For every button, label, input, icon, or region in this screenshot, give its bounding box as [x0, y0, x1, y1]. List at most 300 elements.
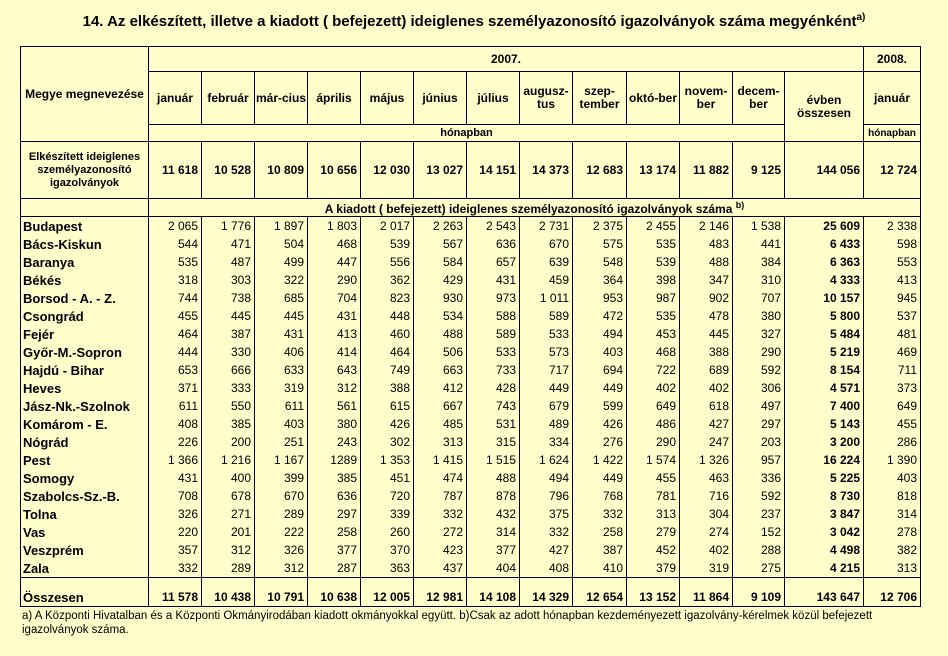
- value-cell: 818: [864, 487, 921, 505]
- value-cell: 592: [733, 487, 785, 505]
- value-cell: 431: [255, 325, 308, 343]
- value-cell: 431: [467, 271, 520, 289]
- value-cell: 534: [414, 307, 467, 325]
- per-month-header: hónapban: [149, 125, 785, 142]
- value-cell: 200: [202, 433, 255, 451]
- month-header: április: [308, 72, 361, 125]
- value-cell: 487: [202, 253, 255, 271]
- total-label: Összesen: [21, 578, 149, 607]
- prepared-value: 13 027: [414, 142, 467, 199]
- value-cell: 312: [202, 541, 255, 559]
- value-cell: 289: [202, 559, 255, 578]
- annual-total-header: évben összesen: [785, 72, 864, 142]
- value-cell: 426: [361, 415, 414, 433]
- county-name: Borsod - A. - Z.: [21, 289, 149, 307]
- county-name: Budapest: [21, 217, 149, 236]
- county-header: Megye megnevezése: [21, 47, 149, 142]
- value-cell: 384: [733, 253, 785, 271]
- prepared-value: 144 056: [785, 142, 864, 199]
- county-name: Nógrád: [21, 433, 149, 451]
- value-cell: 463: [680, 469, 733, 487]
- value-cell: 357: [149, 541, 202, 559]
- value-cell: 711: [864, 361, 921, 379]
- value-cell: 362: [361, 271, 414, 289]
- value-cell: 297: [733, 415, 785, 433]
- value-cell: 666: [202, 361, 255, 379]
- value-cell: 427: [520, 541, 573, 559]
- value-cell: 2 338: [864, 217, 921, 236]
- value-cell: 334: [520, 433, 573, 451]
- value-cell: 468: [308, 235, 361, 253]
- value-cell: 402: [680, 541, 733, 559]
- value-cell: 370: [361, 541, 414, 559]
- value-cell: 643: [308, 361, 361, 379]
- table-row: [21, 559, 921, 578]
- value-cell: 663: [414, 361, 467, 379]
- month-header: októ-ber: [627, 72, 680, 125]
- value-cell: 2 263: [414, 217, 467, 236]
- value-cell: 428: [467, 379, 520, 397]
- value-cell: 1289: [308, 451, 361, 469]
- county-name: Heves: [21, 379, 149, 397]
- value-cell: 313: [627, 505, 680, 523]
- table-row: [21, 433, 921, 451]
- value-cell: 455: [627, 469, 680, 487]
- value-cell: 987: [627, 289, 680, 307]
- value-cell: 679: [520, 397, 573, 415]
- value-cell: 744: [149, 289, 202, 307]
- value-cell: 589: [520, 307, 573, 325]
- value-cell: 707: [733, 289, 785, 307]
- value-cell: 326: [149, 505, 202, 523]
- month-header: június: [414, 72, 467, 125]
- value-cell: 670: [255, 487, 308, 505]
- value-cell: 373: [864, 379, 921, 397]
- value-cell: 447: [308, 253, 361, 271]
- value-cell: 930: [414, 289, 467, 307]
- value-cell: 289: [255, 505, 308, 523]
- value-cell: 689: [680, 361, 733, 379]
- value-cell: 704: [308, 289, 361, 307]
- county-name: Békés: [21, 271, 149, 289]
- table-row: [21, 325, 921, 343]
- value-cell: 312: [255, 559, 308, 578]
- value-cell: 531: [467, 415, 520, 433]
- table-title: 14. Az elkészített, illetve a kiadott ( befejezett) ideiglenes személyazonosító igazolványok száma megyénként$^{a)}$: [82, 12, 866, 30]
- value-cell: 636: [467, 235, 520, 253]
- value-cell: 413: [864, 271, 921, 289]
- table-row: [21, 343, 921, 361]
- value-cell: 387: [202, 325, 255, 343]
- county-name: Baranya: [21, 253, 149, 271]
- value-cell: 459: [520, 271, 573, 289]
- value-cell: 312: [308, 379, 361, 397]
- value-cell: 237: [733, 505, 785, 523]
- value-cell: 432: [467, 505, 520, 523]
- county-name: Veszprém: [21, 541, 149, 559]
- value-cell: 380: [733, 307, 785, 325]
- prepared-value: 14 151: [467, 142, 520, 199]
- value-cell: 403: [573, 343, 627, 361]
- value-cell: 1 366: [149, 451, 202, 469]
- value-cell: 290: [733, 343, 785, 361]
- value-cell: 533: [467, 343, 520, 361]
- value-cell: 332: [149, 559, 202, 578]
- value-cell: 633: [255, 361, 308, 379]
- annual-total-cell: 10 157: [785, 289, 864, 307]
- value-cell: 823: [361, 289, 414, 307]
- value-cell: 1 390: [864, 451, 921, 469]
- value-cell: 451: [361, 469, 414, 487]
- annual-total-cell: 4 498: [785, 541, 864, 559]
- value-cell: 388: [680, 343, 733, 361]
- value-cell: 474: [414, 469, 467, 487]
- total-cell: 10 638: [308, 578, 361, 607]
- jan-2008-header: január: [864, 72, 921, 125]
- prepared-value: 14 373: [520, 142, 573, 199]
- value-cell: 781: [627, 487, 680, 505]
- value-cell: 497: [733, 397, 785, 415]
- value-cell: 657: [467, 253, 520, 271]
- annual-total-cell: 3 200: [785, 433, 864, 451]
- value-cell: 455: [864, 415, 921, 433]
- month-header: január: [149, 72, 202, 125]
- annual-total-cell: 5 484: [785, 325, 864, 343]
- value-cell: 279: [627, 523, 680, 541]
- value-cell: 313: [414, 433, 467, 451]
- value-cell: 347: [680, 271, 733, 289]
- value-cell: 251: [255, 433, 308, 451]
- value-cell: 339: [361, 505, 414, 523]
- total-cell: 12 981: [414, 578, 467, 607]
- value-cell: 445: [255, 307, 308, 325]
- value-cell: 506: [414, 343, 467, 361]
- value-cell: 957: [733, 451, 785, 469]
- table-row: [21, 307, 921, 325]
- value-cell: 471: [202, 235, 255, 253]
- value-cell: 313: [864, 559, 921, 578]
- value-cell: 478: [680, 307, 733, 325]
- county-name: Tolna: [21, 505, 149, 523]
- value-cell: 287: [308, 559, 361, 578]
- value-cell: 599: [573, 397, 627, 415]
- value-cell: 377: [308, 541, 361, 559]
- prepared-value: 10 656: [308, 142, 361, 199]
- value-cell: 553: [864, 253, 921, 271]
- month-header: május: [361, 72, 414, 125]
- value-cell: 548: [573, 253, 627, 271]
- value-cell: 427: [680, 415, 733, 433]
- value-cell: 544: [149, 235, 202, 253]
- table-row: [21, 541, 921, 559]
- county-name: Győr-M.-Sopron: [21, 343, 149, 361]
- value-cell: 636: [308, 487, 361, 505]
- table-row: [21, 523, 921, 541]
- value-cell: 1 624: [520, 451, 573, 469]
- table-row: [21, 361, 921, 379]
- value-cell: 611: [149, 397, 202, 415]
- value-cell: 1 415: [414, 451, 467, 469]
- value-cell: 380: [308, 415, 361, 433]
- total-cell: 10 791: [255, 578, 308, 607]
- value-cell: 588: [467, 307, 520, 325]
- value-cell: 275: [733, 559, 785, 578]
- value-cell: 611: [255, 397, 308, 415]
- prepared-label: Elkészített ideiglenes személyazonosító igazolványok: [21, 142, 149, 199]
- value-cell: 539: [361, 235, 414, 253]
- annual-total-cell: 16 224: [785, 451, 864, 469]
- county-name: Csongrád: [21, 307, 149, 325]
- value-cell: 2 543: [467, 217, 520, 236]
- value-cell: 2 146: [680, 217, 733, 236]
- value-cell: 472: [573, 307, 627, 325]
- annual-total-cell: 7 400: [785, 397, 864, 415]
- total-cell: 13 152: [627, 578, 680, 607]
- annual-total-cell: 6 363: [785, 253, 864, 271]
- annual-total-cell: 4 333: [785, 271, 864, 289]
- value-cell: 589: [467, 325, 520, 343]
- value-cell: 327: [733, 325, 785, 343]
- value-cell: 452: [627, 541, 680, 559]
- value-cell: 567: [414, 235, 467, 253]
- table-row: [21, 253, 921, 271]
- value-cell: 306: [733, 379, 785, 397]
- prepared-value: 10 528: [202, 142, 255, 199]
- value-cell: 399: [255, 469, 308, 487]
- table-row: [21, 415, 921, 433]
- annual-total-cell: 5 219: [785, 343, 864, 361]
- value-cell: 326: [255, 541, 308, 559]
- value-cell: 615: [361, 397, 414, 415]
- value-cell: 2 375: [573, 217, 627, 236]
- value-cell: 410: [573, 559, 627, 578]
- value-cell: 1 803: [308, 217, 361, 236]
- value-cell: 385: [202, 415, 255, 433]
- annual-total-cell: 6 433: [785, 235, 864, 253]
- value-cell: 485: [414, 415, 467, 433]
- table-row: [21, 379, 921, 397]
- data-table: [20, 46, 921, 607]
- value-cell: 653: [149, 361, 202, 379]
- county-name: Zala: [21, 559, 149, 578]
- value-cell: 400: [202, 469, 255, 487]
- county-name: Hajdú - Bihar: [21, 361, 149, 379]
- value-cell: 449: [573, 379, 627, 397]
- total-cell: 12 005: [361, 578, 414, 607]
- county-name: Pest: [21, 451, 149, 469]
- value-cell: 649: [864, 397, 921, 415]
- annual-total-cell: 25 609: [785, 217, 864, 236]
- value-cell: 685: [255, 289, 308, 307]
- value-cell: 539: [627, 253, 680, 271]
- value-cell: 2 017: [361, 217, 414, 236]
- value-cell: 260: [361, 523, 414, 541]
- total-cell: 14 329: [520, 578, 573, 607]
- county-name: Fejér: [21, 325, 149, 343]
- value-cell: 371: [149, 379, 202, 397]
- value-cell: 722: [627, 361, 680, 379]
- value-cell: 499: [255, 253, 308, 271]
- value-cell: 2 455: [627, 217, 680, 236]
- value-cell: 449: [520, 379, 573, 397]
- value-cell: 398: [627, 271, 680, 289]
- value-cell: 667: [414, 397, 467, 415]
- value-cell: 488: [680, 253, 733, 271]
- value-cell: 448: [361, 307, 414, 325]
- per-month-2008-header: hónapban: [864, 125, 921, 142]
- value-cell: 469: [864, 343, 921, 361]
- month-header: már-cius: [255, 72, 308, 125]
- value-cell: 319: [255, 379, 308, 397]
- value-cell: 649: [627, 397, 680, 415]
- value-cell: 412: [414, 379, 467, 397]
- value-cell: 486: [627, 415, 680, 433]
- value-cell: 278: [864, 523, 921, 541]
- value-cell: 297: [308, 505, 361, 523]
- prepared-value: 13 174: [627, 142, 680, 199]
- prepared-value: 12 724: [864, 142, 921, 199]
- value-cell: 286: [864, 433, 921, 451]
- value-cell: 720: [361, 487, 414, 505]
- value-cell: 678: [202, 487, 255, 505]
- value-cell: 382: [864, 541, 921, 559]
- value-cell: 403: [255, 415, 308, 433]
- value-cell: 1 167: [255, 451, 308, 469]
- value-cell: 749: [361, 361, 414, 379]
- value-cell: 445: [202, 307, 255, 325]
- value-cell: 1 422: [573, 451, 627, 469]
- value-cell: 1 776: [202, 217, 255, 236]
- value-cell: 717: [520, 361, 573, 379]
- value-cell: 222: [255, 523, 308, 541]
- value-cell: 618: [680, 397, 733, 415]
- value-cell: 310: [733, 271, 785, 289]
- value-cell: 733: [467, 361, 520, 379]
- value-cell: 330: [202, 343, 255, 361]
- value-cell: 304: [680, 505, 733, 523]
- value-cell: 385: [308, 469, 361, 487]
- value-cell: 322: [255, 271, 308, 289]
- value-cell: 247: [680, 433, 733, 451]
- value-cell: 431: [149, 469, 202, 487]
- total-cell: 14 108: [467, 578, 520, 607]
- value-cell: 220: [149, 523, 202, 541]
- value-cell: 437: [414, 559, 467, 578]
- value-cell: 1 574: [627, 451, 680, 469]
- value-cell: 504: [255, 235, 308, 253]
- footnote: a) A Központi Hivatalban és a Központi Okmányirodában kiadott okmányokkal együtt. b)Csak az adott hónapban kezdeményezett igazolvány-kérelmek közül befejezett igazolványok száma.: [22, 610, 873, 636]
- total-cell: 10 438: [202, 578, 255, 607]
- value-cell: 561: [308, 397, 361, 415]
- value-cell: 444: [149, 343, 202, 361]
- total-cell: 143 647: [785, 578, 864, 607]
- value-cell: 332: [520, 523, 573, 541]
- value-cell: 694: [573, 361, 627, 379]
- month-header: augusz-tus: [520, 72, 573, 125]
- value-cell: 258: [308, 523, 361, 541]
- value-cell: 402: [680, 379, 733, 397]
- value-cell: 468: [627, 343, 680, 361]
- prepared-value: 9 125: [733, 142, 785, 199]
- value-cell: 318: [149, 271, 202, 289]
- value-cell: 387: [573, 541, 627, 559]
- value-cell: 489: [520, 415, 573, 433]
- county-name: Jász-Nk.-Szolnok: [21, 397, 149, 415]
- table-row: [21, 235, 921, 253]
- annual-total-cell: 3 042: [785, 523, 864, 541]
- table-row: [21, 217, 921, 236]
- value-cell: 945: [864, 289, 921, 307]
- county-name: Somogy: [21, 469, 149, 487]
- value-cell: 408: [149, 415, 202, 433]
- total-cell: 12 706: [864, 578, 921, 607]
- table-row: [21, 505, 921, 523]
- value-cell: 573: [520, 343, 573, 361]
- prepared-value: 11 882: [680, 142, 733, 199]
- value-cell: 201: [202, 523, 255, 541]
- value-cell: 375: [520, 505, 573, 523]
- value-cell: 2 065: [149, 217, 202, 236]
- value-cell: 1 216: [202, 451, 255, 469]
- value-cell: 441: [733, 235, 785, 253]
- annual-total-cell: 3 847: [785, 505, 864, 523]
- value-cell: 403: [864, 469, 921, 487]
- value-cell: 953: [573, 289, 627, 307]
- annual-total-cell: 5 225: [785, 469, 864, 487]
- value-cell: 274: [680, 523, 733, 541]
- value-cell: 2 731: [520, 217, 573, 236]
- value-cell: 464: [149, 325, 202, 343]
- value-cell: 431: [308, 307, 361, 325]
- table-row: [21, 397, 921, 415]
- value-cell: 537: [864, 307, 921, 325]
- value-cell: 379: [627, 559, 680, 578]
- value-cell: 464: [361, 343, 414, 361]
- value-cell: 1 897: [255, 217, 308, 236]
- value-cell: 639: [520, 253, 573, 271]
- value-cell: 460: [361, 325, 414, 343]
- value-cell: 364: [573, 271, 627, 289]
- table-row: [21, 289, 921, 307]
- value-cell: 481: [864, 325, 921, 343]
- table-row: [21, 451, 921, 469]
- value-cell: 271: [202, 505, 255, 523]
- value-cell: 377: [467, 541, 520, 559]
- value-cell: 319: [680, 559, 733, 578]
- value-cell: 243: [308, 433, 361, 451]
- value-cell: 483: [680, 235, 733, 253]
- annual-total-cell: 5 800: [785, 307, 864, 325]
- county-name: Vas: [21, 523, 149, 541]
- value-cell: 488: [414, 325, 467, 343]
- month-header: február: [202, 72, 255, 125]
- county-name: Szabolcs-Sz.-B.: [21, 487, 149, 505]
- value-cell: 584: [414, 253, 467, 271]
- prepared-value: 11 618: [149, 142, 202, 199]
- value-cell: 535: [627, 235, 680, 253]
- value-cell: 1 326: [680, 451, 733, 469]
- annual-total-cell: 8 730: [785, 487, 864, 505]
- value-cell: 670: [520, 235, 573, 253]
- value-cell: 333: [202, 379, 255, 397]
- value-cell: 768: [573, 487, 627, 505]
- month-header: novem-ber: [680, 72, 733, 125]
- county-name: Komárom - E.: [21, 415, 149, 433]
- value-cell: 535: [627, 307, 680, 325]
- value-cell: 494: [573, 325, 627, 343]
- value-cell: 1 353: [361, 451, 414, 469]
- year-2007-header: 2007.: [149, 47, 864, 72]
